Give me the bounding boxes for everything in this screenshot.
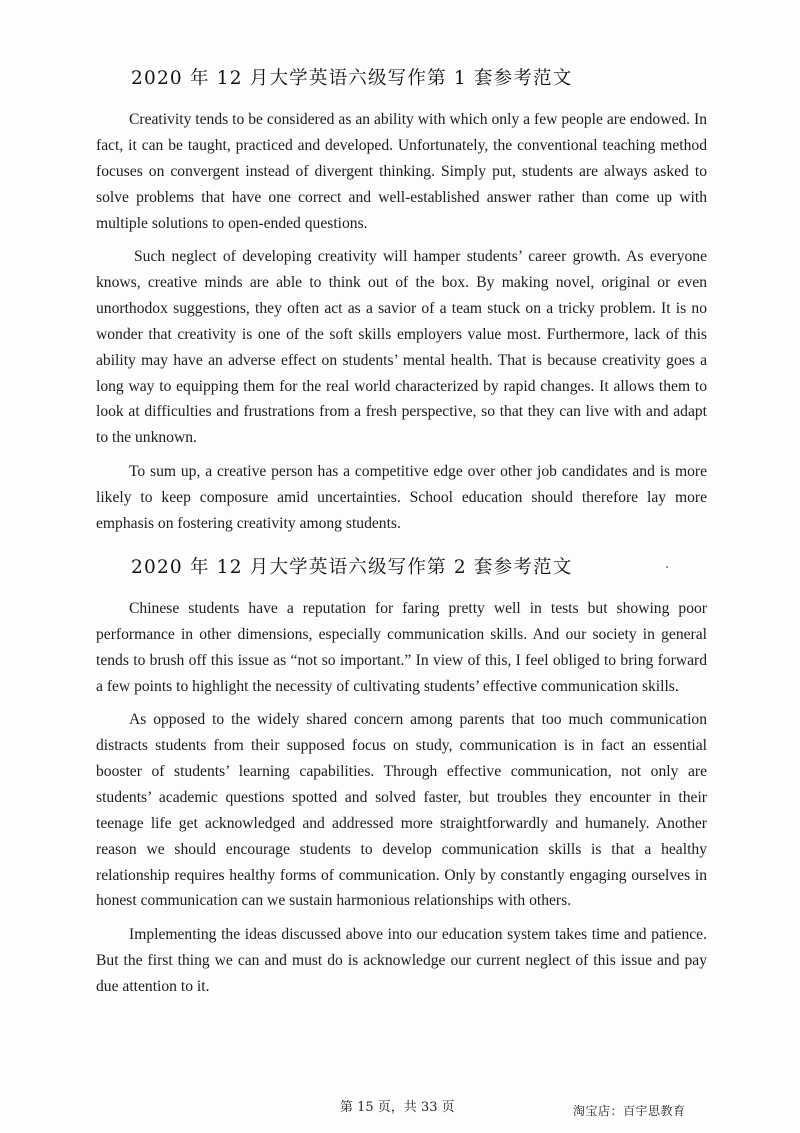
scan-speck [666,566,668,568]
essay-2-title: 2020 年 12 月大学英语六级写作第 2 套参考范文 [131,557,573,578]
essay-1-paragraph-2: Such neglect of developing creativity will hamper students’ career growth. As everyone knows, creative minds are able to think out of the box. By making novel, original or even unorthodox suggestions, they often act as a savior of a team stuck on a tricky problem. It is no wonder that creativity is one of the soft skills employers value most. Furthermore, lack of this ability may have an adverse effect on students’ mental health. That is because creativity goes a long way to equipping them for the real world characterized by rapid changes. It allows them to look at difficulties and frustrations from a fresh perspective, so that they can live with and adapt to the unknown. [96,248,707,447]
essay-2-body [96,596,707,1007]
essay-1-title: 2020 年 12 月大学英语六级写作第 1 套参考范文 [131,68,573,89]
essay-1-paragraph-1: Creativity tends to be considered as an ability with which only a few people are endowed. In fact, it can be taught, practiced and developed. Unfortunately, the conventional teaching method focuses on convergent instead of divergent thinking. Simply put, students are always asked to solve problems that have one correct and well-established answer rather than come up with multiple solutions to open-ended questions. [96,111,707,232]
page-number: 第 15 页，共 33 页 [340,1100,455,1115]
essay-1-body [96,107,707,544]
essay-2-paragraph-3: Implementing the ideas discussed above into our education system takes time and patience. But the first thing we can and must do is acknowledge our current neglect of this issue and pay due attention to it. [96,925,707,995]
essay-2-paragraph-2: As opposed to the widely shared concern among parents that too much communication distracts students from their supposed focus on study, communication is in fact an essential booster of students’ learning capabilities. Through effective communication, not only are students’ academic questions spotted and solved faster, but troubles they encounter in their teenage life get acknowledged and addressed more straightforwardly and humanely. Another reason we should encourage students to develop communication skills is that a healthy relationship requires healthy forms of communication. Only by constantly engaging ourselves in honest communication can we sustain harmonious relationships with others. [96,711,707,910]
essay-2-paragraph-1: Chinese students have a reputation for faring pretty well in tests but showing poor performance in other dimensions, especially communication skills. And our society in general tends to brush off this issue as “not so important.” In view of this, I feel obliged to bring forward a few points to highlight the necessity of cultivating students’ effective communication skills. [96,600,707,695]
shop-label: 淘宝店：百宇思教育 [573,1104,686,1118]
essay-1-paragraph-3: To sum up, a creative person has a competitive edge over other job candidates and is more likely to keep composure amid uncertainties. School education should therefore lay more emphasis on fostering creativity among students. [96,462,707,532]
